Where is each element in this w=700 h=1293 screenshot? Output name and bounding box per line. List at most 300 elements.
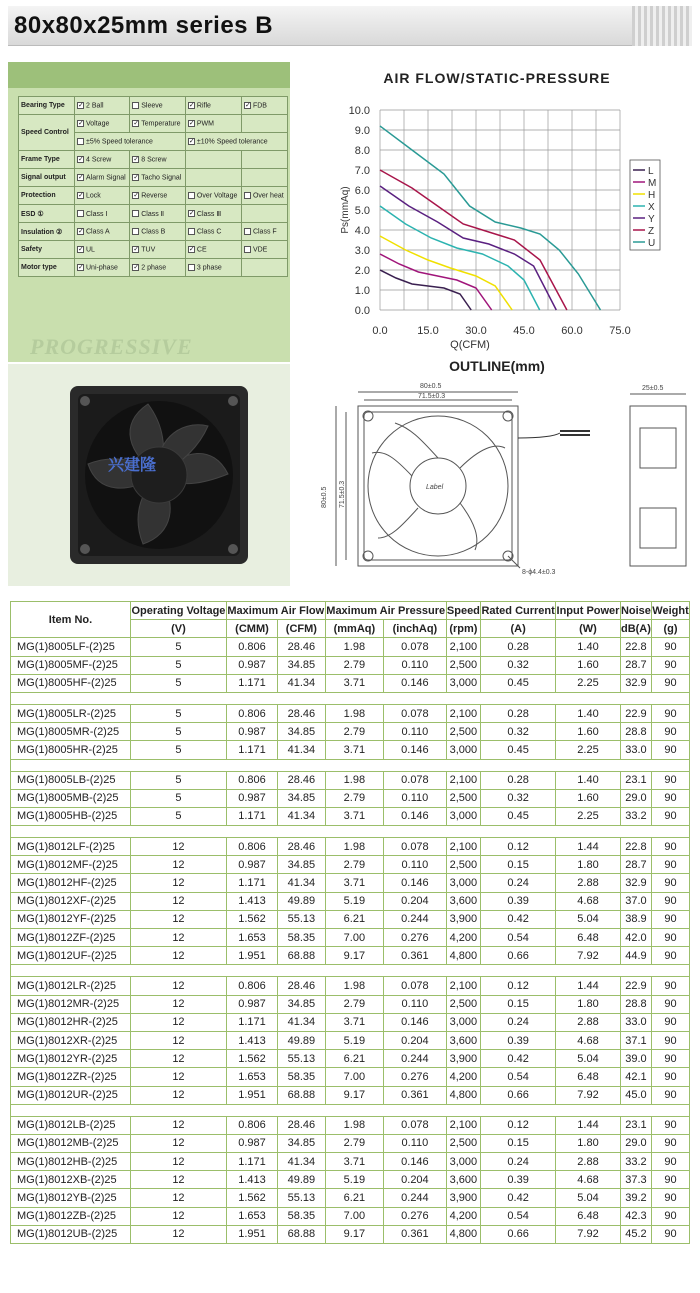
unchecked-box-icon [244,246,251,253]
spec-option: ✓ 4 Screw [75,151,130,169]
value-cell: 2.79 [325,856,383,874]
value-cell: 49.89 [278,892,326,910]
spec-empty [241,205,287,223]
value-cell: 90 [652,1116,690,1134]
value-cell: 3,000 [446,674,480,692]
value-cell: 90 [652,674,690,692]
series-line-U [380,126,601,310]
value-cell: 0.078 [384,704,447,722]
spec-option: Class Ⅱ [130,205,186,223]
value-cell: 33.2 [620,1153,651,1171]
value-cell: 39.0 [620,1050,651,1068]
value-cell: 0.110 [384,656,447,674]
legend-label-Y: Y [648,214,655,225]
value-cell: 4,800 [446,1225,480,1243]
value-cell: 90 [652,977,690,995]
legend-label-L: L [648,166,654,177]
table-row [11,1189,690,1207]
value-cell: 90 [652,838,690,856]
value-cell: 9.17 [325,1086,383,1104]
model-cell: MG(1)8012YB-(2)25 [11,1189,131,1207]
spec-option: Class F [241,223,287,241]
y-tick-label: 10.0 [348,105,370,117]
value-cell: 0.28 [481,638,556,656]
table-row [11,1171,690,1189]
value-cell: 55.13 [278,1189,326,1207]
outline-side-view [630,406,686,566]
value-cell: 90 [652,1050,690,1068]
x-tick-label: 0.0 [372,325,388,337]
value-cell: 5 [131,638,227,656]
value-cell: 4,800 [446,947,480,965]
value-cell: 12 [131,1086,227,1104]
y-tick-label: 7.0 [354,165,370,177]
spec-panel-header [8,62,290,88]
y-tick-label: 6.0 [354,185,370,197]
value-cell: 0.806 [226,1116,277,1134]
value-cell: 3,900 [446,1050,480,1068]
model-cell: MG(1)8012XB-(2)25 [11,1171,131,1189]
table-row [11,1068,690,1086]
value-cell: 5.04 [556,910,621,928]
value-cell: 2,500 [446,723,480,741]
value-cell: 1.171 [226,741,277,759]
value-cell: 0.42 [481,1189,556,1207]
value-cell: 0.24 [481,1153,556,1171]
spec-option: ✓ Alarm Signal [75,169,130,187]
value-cell: 28.7 [620,856,651,874]
checked-box-icon: ✓ [188,210,195,218]
value-cell: 3,000 [446,1013,480,1031]
table-row [11,977,690,995]
value-cell: 0.54 [481,929,556,947]
value-cell: 0.361 [384,1086,447,1104]
value-cell: 0.12 [481,977,556,995]
model-cell: MG(1)8012HB-(2)25 [11,1153,131,1171]
value-cell: 28.46 [278,638,326,656]
value-cell: 1.98 [325,1116,383,1134]
value-cell: 0.987 [226,995,277,1013]
value-cell: 2.79 [325,995,383,1013]
table-row [11,771,690,789]
value-cell: 22.9 [620,977,651,995]
spec-option: ✓ PWM [185,115,241,133]
value-cell: 12 [131,892,227,910]
value-cell: 2,100 [446,838,480,856]
header-item-no: Item No. [11,602,131,638]
value-cell: 0.806 [226,704,277,722]
value-cell: 2.25 [556,741,621,759]
spec-row [19,223,288,241]
value-cell: 5 [131,674,227,692]
unchecked-box-icon [132,228,139,235]
unit-header: (g) [652,620,690,638]
spec-option: ✓ 2 Ball [75,97,130,115]
value-cell: 90 [652,741,690,759]
x-tick-label: 45.0 [513,325,535,337]
header-noise: Noise [620,602,651,620]
value-cell: 4,200 [446,1068,480,1086]
value-cell: 0.078 [384,638,447,656]
value-cell: 4.68 [556,892,621,910]
model-cell: MG(1)8005LR-(2)25 [11,704,131,722]
spec-option: Sleeve [130,97,186,115]
value-cell: 90 [652,874,690,892]
value-cell: 0.276 [384,1207,447,1225]
checked-box-icon: ✓ [244,101,251,109]
value-cell: 0.204 [384,1031,447,1049]
model-cell: MG(1)8012UF-(2)25 [11,947,131,965]
y-tick-label: 2.0 [354,265,370,277]
value-cell: 0.66 [481,1086,556,1104]
value-cell: 49.89 [278,1171,326,1189]
value-cell: 0.24 [481,1013,556,1031]
model-cell: MG(1)8005HR-(2)25 [11,741,131,759]
model-cell: MG(1)8005HB-(2)25 [11,807,131,825]
x-tick-label: 30.0 [465,325,487,337]
value-cell: 3.71 [325,674,383,692]
checked-box-icon: ✓ [78,119,84,127]
value-cell: 0.28 [481,771,556,789]
table-row [11,656,690,674]
title-decoration [632,6,692,46]
table-row [11,1207,690,1225]
value-cell: 44.9 [620,947,651,965]
value-cell: 3,600 [446,892,480,910]
checked-box-icon: ✓ [133,245,140,253]
value-cell: 39.2 [620,1189,651,1207]
spec-option: Class B [130,223,186,241]
value-cell: 1.44 [556,1116,621,1134]
legend-label-H: H [648,190,656,201]
table-row [11,1153,690,1171]
value-cell: 90 [652,910,690,928]
value-cell: 68.88 [278,1225,326,1243]
model-cell: MG(1)8012MF-(2)25 [11,856,131,874]
value-cell: 32.9 [620,674,651,692]
table-row [11,704,690,722]
model-cell: MG(1)8012UR-(2)25 [11,1086,131,1104]
outline-height-inner: 71.5±0.3 [339,480,346,508]
value-cell: 0.987 [226,656,277,674]
spec-option: Over heat [241,187,287,205]
legend-label-Z: Z [648,226,655,237]
value-cell: 0.39 [481,892,556,910]
spec-row-label: Protection [19,187,75,205]
model-cell: MG(1)8012LR-(2)25 [11,977,131,995]
model-cell: MG(1)8012LF-(2)25 [11,838,131,856]
value-cell: 33.2 [620,807,651,825]
value-cell: 12 [131,1116,227,1134]
value-cell: 1.413 [226,1171,277,1189]
model-cell: MG(1)8012ZF-(2)25 [11,929,131,947]
value-cell: 90 [652,1013,690,1031]
value-cell: 90 [652,995,690,1013]
value-cell: 0.66 [481,1225,556,1243]
value-cell: 0.806 [226,838,277,856]
checked-box-icon: ✓ [78,101,84,109]
value-cell: 1.40 [556,771,621,789]
value-cell: 6.48 [556,1207,621,1225]
model-cell: MG(1)8012ZR-(2)25 [11,1068,131,1086]
value-cell: 1.98 [325,771,383,789]
value-cell: 0.110 [384,723,447,741]
value-cell: 12 [131,1068,227,1086]
checked-box-icon: ✓ [133,155,140,163]
spec-row [19,97,288,115]
value-cell: 0.39 [481,1171,556,1189]
value-cell: 2,100 [446,638,480,656]
progressive-watermark: PROGRESSIVE [30,334,193,359]
value-cell: 0.078 [384,771,447,789]
unchecked-box-icon [77,210,84,217]
value-cell: 7.92 [556,1086,621,1104]
value-cell: 12 [131,874,227,892]
legend-label-X: X [648,202,655,213]
value-cell: 5.19 [325,1031,383,1049]
value-cell: 28.46 [278,838,326,856]
model-cell: MG(1)8012MR-(2)25 [11,995,131,1013]
spec-option: ✓ Rifle [185,97,241,115]
value-cell: 7.00 [325,929,383,947]
table-row [11,807,690,825]
outline-height-outer: 80±0.5 [321,486,328,508]
model-cell: MG(1)8012YR-(2)25 [11,1050,131,1068]
value-cell: 42.1 [620,1068,651,1086]
value-cell: 0.806 [226,638,277,656]
x-tick-label: 60.0 [561,325,583,337]
outline-title: OUTLINE(mm) [449,358,545,374]
unit-header: (mmAq) [325,620,383,638]
value-cell: 28.7 [620,656,651,674]
outline-label: Label [426,484,444,491]
value-cell: 90 [652,1031,690,1049]
model-cell: MG(1)8012XR-(2)25 [11,1031,131,1049]
value-cell: 0.66 [481,947,556,965]
table-row [11,929,690,947]
value-cell: 7.92 [556,947,621,965]
value-cell: 2.79 [325,789,383,807]
value-cell: 28.46 [278,704,326,722]
value-cell: 9.17 [325,947,383,965]
y-axis-label: Ps(mmAq) [340,186,351,234]
value-cell: 5.19 [325,892,383,910]
model-cell: MG(1)8012ZB-(2)25 [11,1207,131,1225]
value-cell: 34.85 [278,789,326,807]
value-cell: 1.98 [325,838,383,856]
value-cell: 1.562 [226,910,277,928]
unit-header: (CFM) [278,620,326,638]
header-speed: Speed [446,602,480,620]
unchecked-box-icon [188,228,195,235]
value-cell: 22.8 [620,838,651,856]
value-cell: 90 [652,1225,690,1243]
value-cell: 12 [131,910,227,928]
value-cell: 90 [652,1171,690,1189]
value-cell: 90 [652,789,690,807]
table-row [11,1086,690,1104]
value-cell: 1.80 [556,856,621,874]
table-row [11,789,690,807]
spec-option: ±5% Speed tolerance [75,133,186,151]
value-cell: 0.244 [384,1050,447,1068]
spec-row-label: Safety [19,241,75,259]
value-cell: 90 [652,723,690,741]
value-cell: 7.00 [325,1207,383,1225]
value-cell: 1.98 [325,704,383,722]
legend-box [630,160,660,250]
legend-label-U: U [648,238,656,249]
value-cell: 45.0 [620,1086,651,1104]
value-cell: 0.078 [384,838,447,856]
table-row [11,674,690,692]
model-cell: MG(1)8012XF-(2)25 [11,892,131,910]
checked-box-icon: ✓ [188,101,195,109]
value-cell: 0.45 [481,741,556,759]
value-cell: 0.28 [481,704,556,722]
value-cell: 1.44 [556,838,621,856]
value-cell: 3,600 [446,1171,480,1189]
value-cell: 90 [652,1086,690,1104]
value-cell: 2.79 [325,1134,383,1152]
value-cell: 90 [652,1189,690,1207]
airflow-pressure-chart [300,92,694,352]
value-cell: 41.34 [278,807,326,825]
checked-box-icon: ✓ [78,155,84,163]
model-cell: MG(1)8005MF-(2)25 [11,656,131,674]
value-cell: 2.79 [325,723,383,741]
value-cell: 23.1 [620,1116,651,1134]
outline-depth: 25±0.5 [642,385,664,392]
value-cell: 5 [131,723,227,741]
value-cell: 0.146 [384,1153,447,1171]
value-cell: 90 [652,771,690,789]
value-cell: 3,000 [446,807,480,825]
spec-empty [241,115,287,133]
spec-option: ✓ Reverse [130,187,186,205]
table-row [11,1116,690,1134]
spec-option: ✓ CE [185,241,241,259]
value-cell: 2,100 [446,704,480,722]
outline-drawing [300,378,694,588]
value-cell: 0.39 [481,1031,556,1049]
title-bar [8,6,692,46]
value-cell: 2.25 [556,807,621,825]
value-cell: 90 [652,947,690,965]
spec-option: 3 phase [185,259,241,277]
checked-box-icon: ✓ [188,245,195,253]
value-cell: 37.0 [620,892,651,910]
checked-box-icon: ✓ [133,191,140,199]
spec-option: ✓ Class A [75,223,130,241]
value-cell: 0.806 [226,771,277,789]
spec-option: ✓ Tacho Signal [130,169,186,187]
value-cell: 90 [652,638,690,656]
value-cell: 58.35 [278,929,326,947]
value-cell: 1.951 [226,1086,277,1104]
table-row [11,638,690,656]
spec-option: ✓ Temperature [130,115,186,133]
value-cell: 4.68 [556,1031,621,1049]
value-cell: 42.3 [620,1207,651,1225]
group-spacer [11,965,690,977]
value-cell: 0.987 [226,723,277,741]
table-row [11,1031,690,1049]
value-cell: 1.951 [226,1225,277,1243]
value-cell: 12 [131,977,227,995]
fan-hub [131,447,187,503]
unchecked-box-icon [188,192,195,199]
value-cell: 29.0 [620,789,651,807]
value-cell: 12 [131,1134,227,1152]
y-tick-label: 5.0 [354,205,370,217]
value-cell: 0.987 [226,789,277,807]
group-spacer [11,692,690,704]
value-cell: 90 [652,929,690,947]
value-cell: 28.46 [278,771,326,789]
model-cell: MG(1)8012YF-(2)25 [11,910,131,928]
table-row [11,874,690,892]
spec-row [19,169,288,187]
checked-box-icon: ✓ [78,245,84,253]
value-cell: 4,200 [446,1207,480,1225]
value-cell: 0.078 [384,1116,447,1134]
value-cell: 2,100 [446,771,480,789]
value-cell: 1.40 [556,638,621,656]
unchecked-box-icon [244,228,251,235]
value-cell: 12 [131,1225,227,1243]
value-cell: 55.13 [278,910,326,928]
spec-row-label: Frame Type [19,151,75,169]
spec-row-label: Bearing Type [19,97,75,115]
spec-option: ✓ ±10% Speed tolerance [185,133,287,151]
value-cell: 0.146 [384,1013,447,1031]
value-cell: 2,100 [446,1116,480,1134]
table-row [11,741,690,759]
value-cell: 90 [652,807,690,825]
spec-empty [241,169,287,187]
table-row [11,995,690,1013]
value-cell: 0.45 [481,674,556,692]
value-cell: 1.562 [226,1189,277,1207]
outline-hole: 8-ϕ4.4±0.3 [522,569,556,576]
value-cell: 1.40 [556,704,621,722]
value-cell: 33.0 [620,741,651,759]
value-cell: 0.54 [481,1207,556,1225]
spec-row [19,187,288,205]
value-cell: 45.2 [620,1225,651,1243]
page-title: 80x80x25mm series B [14,12,274,39]
value-cell: 9.17 [325,1225,383,1243]
unchecked-box-icon [244,192,251,199]
value-cell: 1.653 [226,1068,277,1086]
value-cell: 12 [131,1031,227,1049]
value-cell: 2,500 [446,656,480,674]
value-cell: 3.71 [325,1153,383,1171]
spec-option: ✓ 2 phase [130,259,186,277]
value-cell: 68.88 [278,1086,326,1104]
value-cell: 1.98 [325,638,383,656]
value-cell: 34.85 [278,723,326,741]
value-cell: 2,500 [446,1134,480,1152]
value-cell: 1.413 [226,892,277,910]
value-cell: 1.562 [226,1050,277,1068]
value-cell: 28.8 [620,995,651,1013]
value-cell: 0.32 [481,656,556,674]
value-cell: 12 [131,856,227,874]
value-cell: 0.42 [481,910,556,928]
spec-row-label: Signal output [19,169,75,187]
